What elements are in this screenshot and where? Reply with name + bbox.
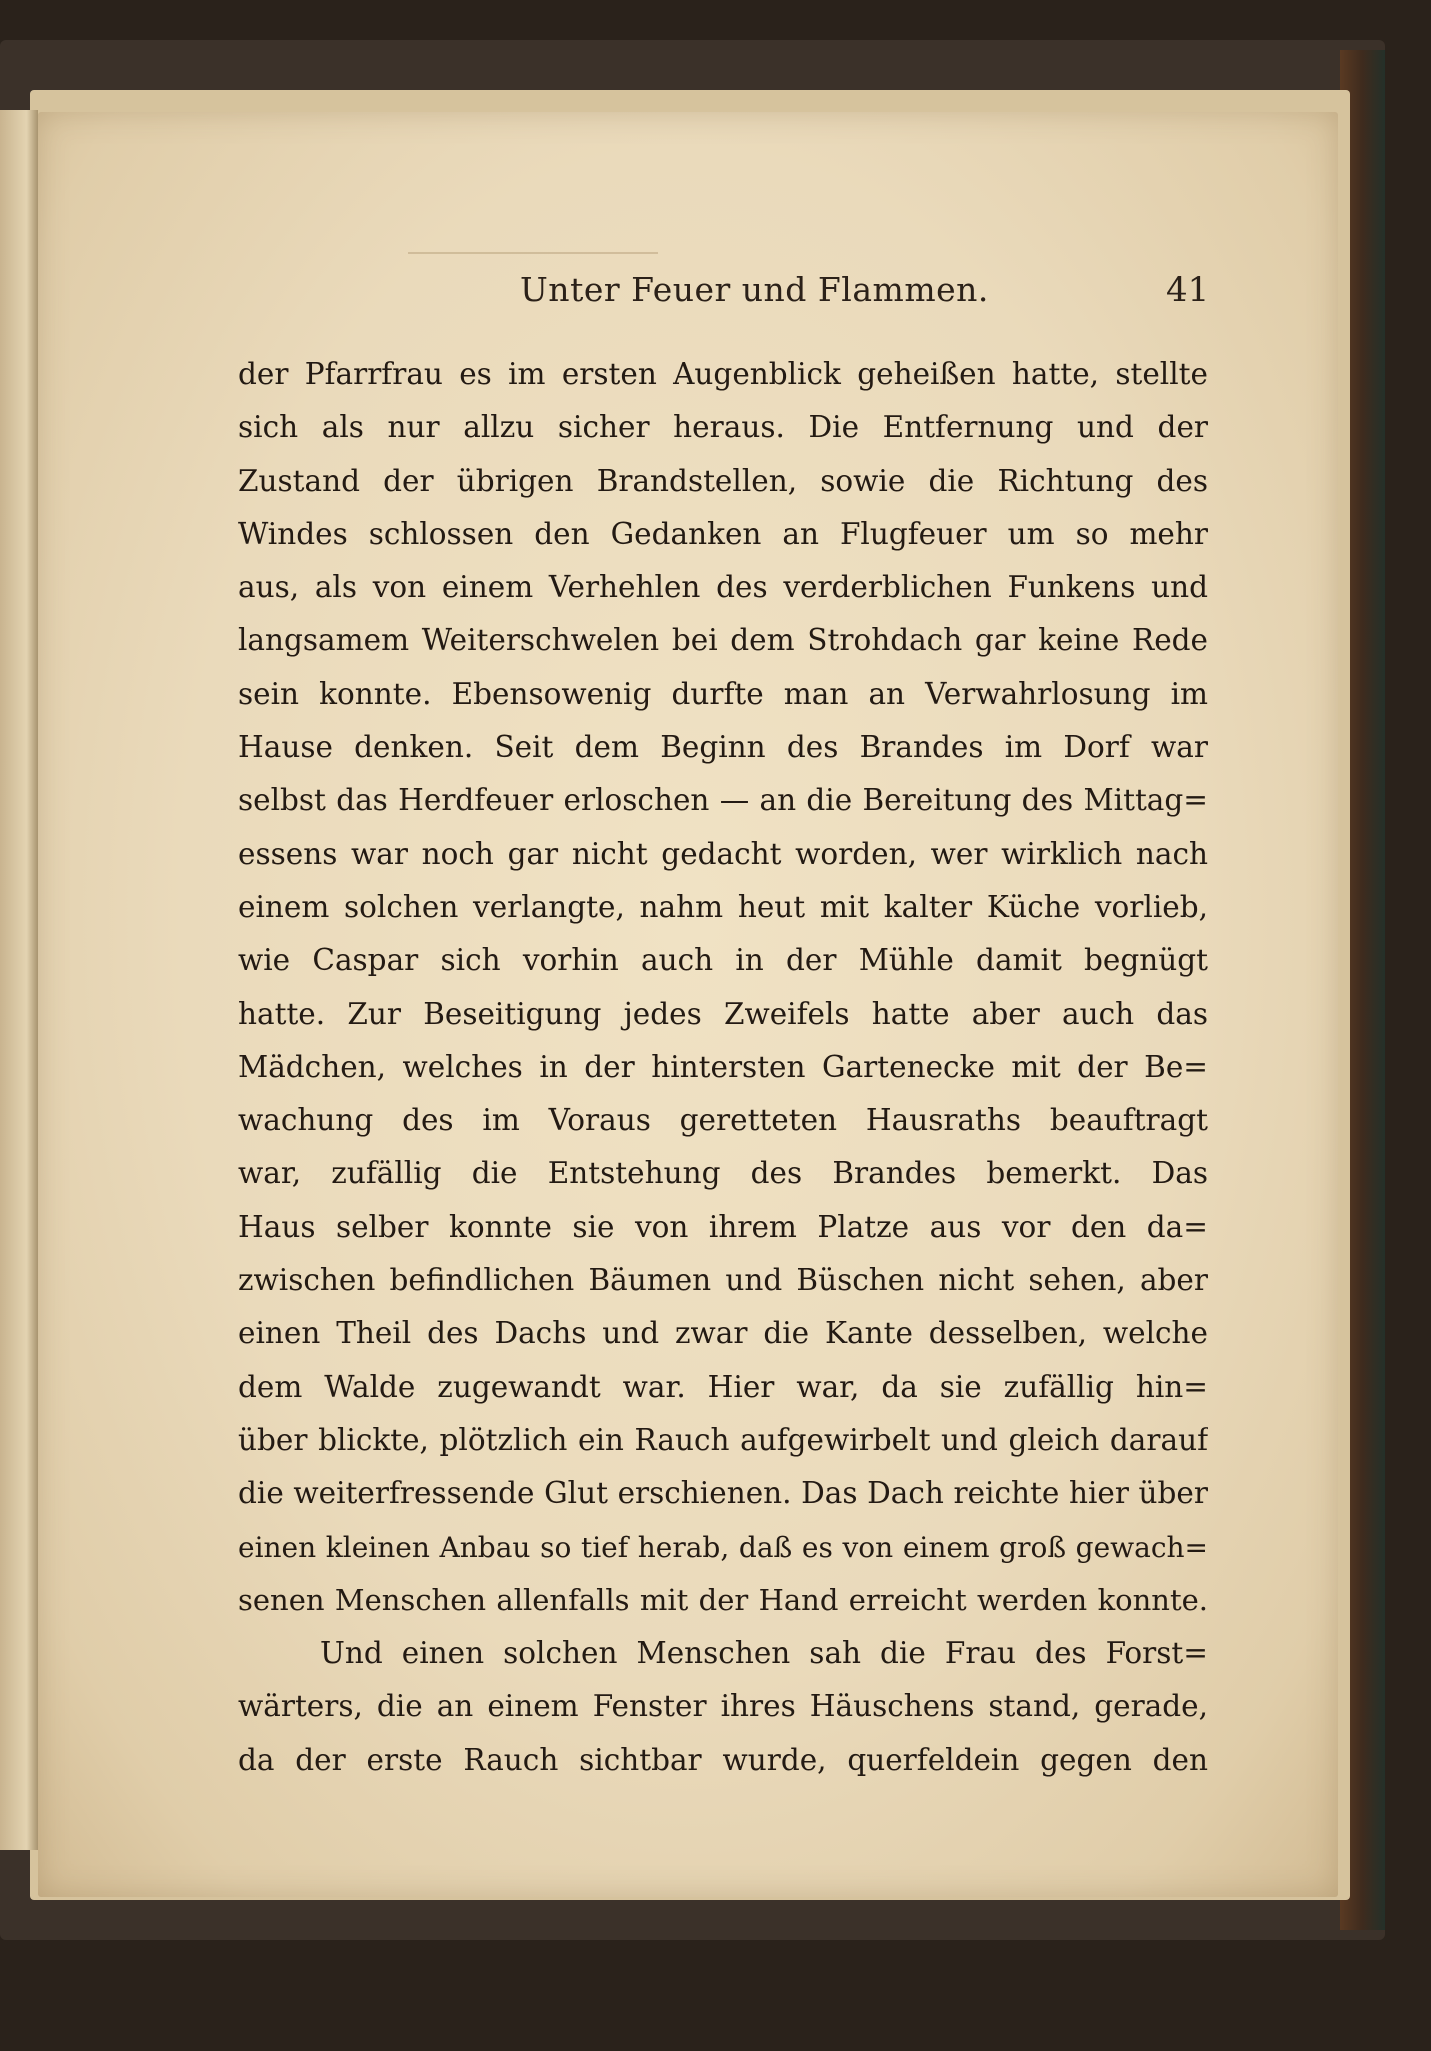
- text-line: wie Caspar sich vorhin auch in der Mühle damit begnügt: [238, 943, 1208, 978]
- text-line: aus, als von einem Verhehlen des verderblichen Funkens und: [238, 570, 1208, 605]
- left-page-edge: [0, 110, 38, 1850]
- text-line: sich als nur allzu sicher heraus. Die Entfernung und der: [238, 410, 1208, 445]
- text-line: langsamem Weiterschwelen bei dem Strohdach gar keine Rede: [238, 623, 1208, 658]
- text-line: einem solchen verlangte, nahm heut mit kalter Küche vorlieb,: [238, 889, 1208, 924]
- text-line: senen Menschen allenfalls mit der Hand erreicht werden konnte.: [238, 1582, 1208, 1617]
- text-line: wachung des im Voraus geretteten Hausraths beauftragt: [238, 1103, 1208, 1138]
- text-line: essens war noch gar nicht gedacht worden, wer wirklich nach: [238, 836, 1208, 871]
- text-line: hatte. Zur Beseitigung jedes Zweifels hatte aber auch das: [238, 996, 1208, 1031]
- page-number: 41: [1166, 270, 1210, 310]
- body-text: [238, 348, 1208, 1787]
- text-line: zwischen befindlichen Bäumen und Büschen nicht sehen, aber: [238, 1263, 1208, 1298]
- text-line: Zustand der übrigen Brandstellen, sowie die Richtung des: [238, 463, 1208, 498]
- text-line: Windes schlossen den Gedanken an Flugfeuer um so mehr: [238, 516, 1208, 551]
- text-line: einen kleinen Anbau so tief herab, daß es von einem groß gewach=: [238, 1530, 1208, 1564]
- text-line: sein konnte. Ebensowenig durfte man an Verwahrlosung im: [238, 676, 1208, 711]
- text-line: wärters, die an einem Fenster ihres Häuschens stand, gerade,: [238, 1689, 1208, 1724]
- text-line: war, zufällig die Entstehung des Brandes bemerkt. Das: [238, 1156, 1208, 1191]
- text-line: selbst das Herdfeuer erloschen — an die Bereitung des Mittag=: [238, 783, 1208, 818]
- text-line: Haus selber konnte sie von ihrem Platze aus vor den da=: [238, 1209, 1208, 1244]
- text-line: einen Theil des Dachs und zwar die Kante desselben, welche: [238, 1316, 1208, 1351]
- text-line: da der erste Rauch sichtbar wurde, querfeldein gegen den: [238, 1742, 1208, 1777]
- text-line: Mädchen, welches in der hintersten Gartenecke mit der Be=: [238, 1049, 1208, 1084]
- text-line: Hause denken. Seit dem Beginn des Brandes im Dorf war: [238, 730, 1208, 765]
- running-head: Unter Feuer und Flammen.: [520, 270, 989, 309]
- text-line: dem Walde zugewandt war. Hier war, da sie zufällig hin=: [238, 1369, 1208, 1404]
- text-line: über blickte, plötzlich ein Rauch aufgewirbelt und gleich darauf: [238, 1422, 1208, 1457]
- text-line: die weiterfressende Glut erschienen. Das Dach reichte hier über: [238, 1476, 1208, 1511]
- text-line: der Pfarrfrau es im ersten Augenblick geheißen hatte, stellte: [238, 357, 1208, 391]
- text-line: Und einen solchen Menschen sah die Frau des Forst=: [320, 1636, 1208, 1671]
